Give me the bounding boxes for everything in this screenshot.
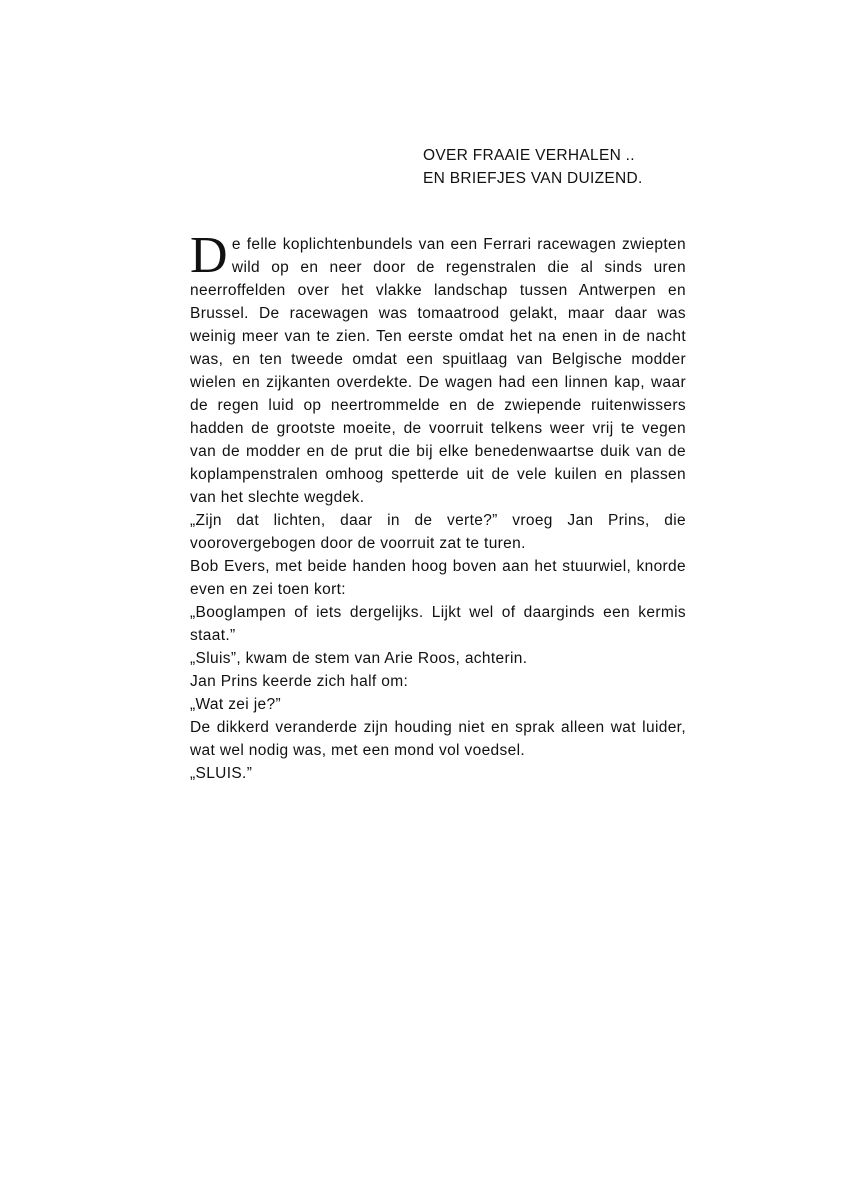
paragraph: „Sluis”, kwam de stem van Arie Roos, achterin. (190, 650, 528, 667)
paragraph: Bob Evers, met beide handen hoog boven aan het stuurwiel, knorde even en zei toen kort: (190, 558, 686, 598)
chapter-title-line-1: OVER FRAAIE VERHALEN .. (423, 147, 635, 164)
chapter-title-line-2: EN BRIEFJES VAN DUIZEND. (423, 170, 643, 187)
paragraph: „SLUIS.” (190, 765, 253, 782)
paragraph: „Booglampen of iets dergelijks. Lijkt wel of daarginds een kermis staat.” (190, 604, 686, 644)
paragraph: De dikkerd veranderde zijn houding niet en sprak alleen wat luider, wat wel nodig was, met een mond vol voedsel. (190, 719, 686, 759)
drop-cap: D (190, 227, 228, 284)
paragraph: „Zijn dat lichten, daar in de verte?” vroeg Jan Prins, die voorovergebogen door de voorruit zat te turen. (190, 512, 686, 552)
paragraph: Jan Prins keerde zich half om: (190, 673, 409, 690)
chapter-title (423, 144, 753, 190)
body-text (190, 227, 686, 785)
paragraph-opening (190, 227, 686, 509)
paragraph: „Wat zei je?” (190, 696, 281, 713)
paragraph-opening-text: e felle koplichtenbundels van een Ferrari racewagen zwiepten wild op en neer door de regenstralen die al sinds uren neerroffelden over het vlakke landschap tussen Antwerpen en Brussel. De racewagen was tomaatrood gelakt, maar daar was weinig meer van te zien. Ten eerste omdat het na enen in de nacht was, en ten tweede omdat een spuitlaag van Belgische modder wielen en zijkanten overdekte. De wagen had een linnen kap, waar de regen luid op neertrommelde en de zwiepende ruitenwissers hadden de grootste moeite, de voorruit telkens weer vrij te vegen van de modder en de prut die bij elke benedenwaartse duik van de koplampenstralen omhoog spetterde uit de vele kuilen en plassen van het slechte wegdek. (190, 236, 686, 506)
